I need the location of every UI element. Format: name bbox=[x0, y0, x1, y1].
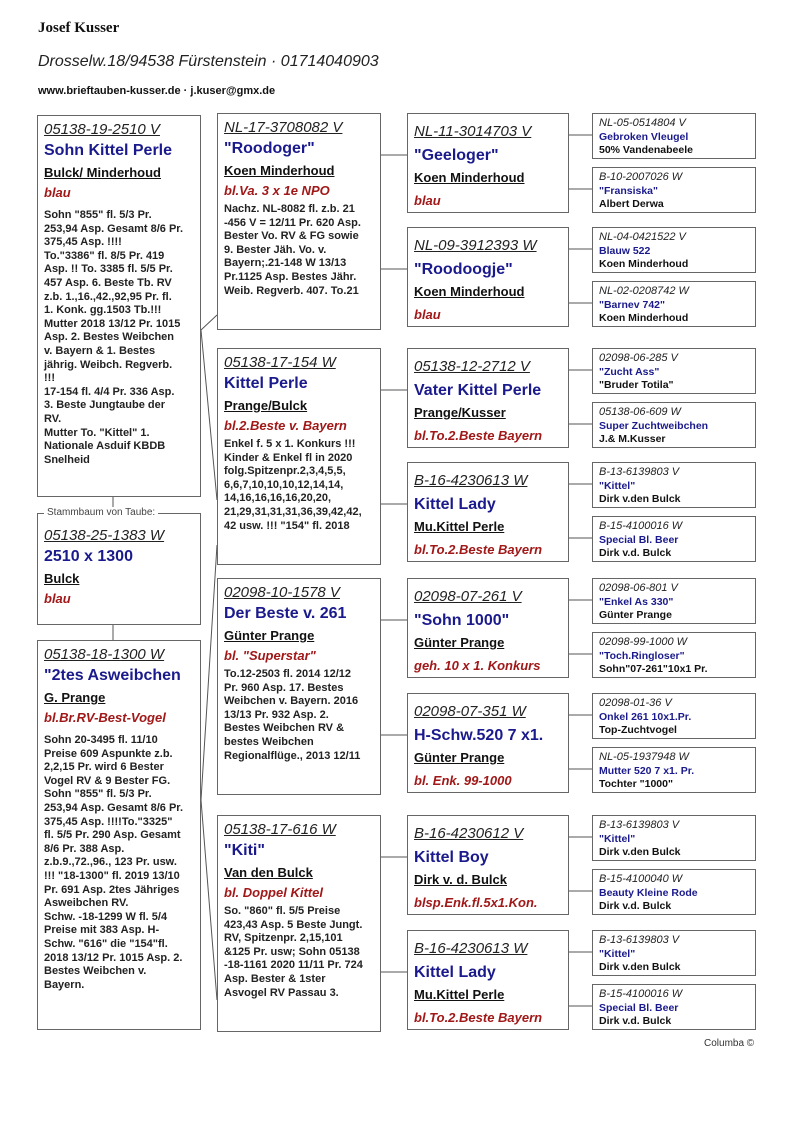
ring-number: 05138-19-2510 V bbox=[44, 121, 160, 138]
ring-number: 05138-17-616 W bbox=[224, 821, 336, 838]
breeder: Koen Minderhoud bbox=[414, 284, 525, 299]
pigeon-name: Special Bl. Beer bbox=[599, 534, 679, 546]
grandparent-box bbox=[217, 113, 381, 330]
ancestor-note: Koen Minderhoud bbox=[599, 312, 689, 324]
ancestor-box bbox=[592, 632, 756, 678]
pigeon-name: Mutter 520 7 x1. Pr. bbox=[599, 765, 695, 777]
pigeon-name: Kittel Lady bbox=[414, 964, 496, 981]
breeder: Mu.Kittel Perle bbox=[414, 519, 505, 534]
pigeon-name: "Kittel" bbox=[599, 833, 636, 845]
pigeon-name: Gebroken Vleugel bbox=[599, 131, 689, 143]
ancestor-note: Sohn"07-261"10x1 Pr. bbox=[599, 663, 708, 675]
great-grandparent-box bbox=[407, 693, 569, 793]
pigeon-name: Kittel Lady bbox=[414, 496, 496, 513]
ancestor-box bbox=[592, 167, 756, 213]
pigeon-name: "2tes Asweibchen bbox=[44, 667, 181, 684]
performance-notes: So. "860" fl. 5/5 Preise 423,43 Asp. 5 Beste Jungt. RV, Spitzenpr. 2,15,101 &125 Pr. usw; Sohn 05138 -18-1161 2020 11/11 Pr. 724 Asp. Bester & 1ster Asvogel RV Passau 3. bbox=[224, 905, 363, 999]
ring-number: 02098-06-801 V bbox=[599, 582, 678, 594]
ring-number: 02098-10-1578 V bbox=[224, 584, 340, 601]
ancestor-box bbox=[592, 281, 756, 327]
great-grandparent-box bbox=[407, 227, 569, 327]
ring-number: 05138-12-2712 V bbox=[414, 358, 530, 375]
ring-number: 05138-17-154 W bbox=[224, 354, 336, 371]
ring-number: 05138-06-609 W bbox=[599, 406, 681, 418]
pigeon-name: H-Schw.520 7 x1. bbox=[414, 727, 544, 744]
ring-number: B-15-4100016 W bbox=[599, 988, 683, 1000]
breeder: Mu.Kittel Perle bbox=[414, 987, 505, 1002]
ring-number: B-16-4230612 V bbox=[414, 825, 524, 842]
pigeon-name: "Fransiska" bbox=[599, 185, 658, 197]
subject-pigeon-box bbox=[37, 513, 201, 625]
ring-number: B-15-4100040 W bbox=[599, 873, 683, 885]
pigeon-name: "Toch.Ringloser" bbox=[599, 650, 685, 662]
great-grandparent-box bbox=[407, 578, 569, 678]
pigeon-name: Beauty Kleine Rode bbox=[599, 887, 698, 899]
ancestor-note: Tochter "1000" bbox=[599, 778, 673, 790]
mother-box bbox=[37, 640, 201, 1030]
performance-notes: Sohn 20-3495 fl. 11/10 Preise 609 Aspunkte z.b. 2,2,15 Pr. wird 6 Bester Vogel RV & 9 Bester FG. Sohn "855" fl. 5/3 Pr. 253,94 Asp. Gesamt 8/6 Pr. 375,45 Asp. !!!!To."3325" fl. 5/5 Pr. 290 Asp. Gesamt 8/6 Pr. 388 Asp. z.b.9.,72.,96., 123 Pr. usw. !!! "18-1300" fl. 2019 13/10 Pr. 691 Asp. 2tes Jähriges Asweibchen RV. Schw. -18-1299 W fl. 5/4 Preise mit 383 Asp. H- Schw. "616" die "154"fl. 2018 13/12 Pr. 1015 Asp. 2. Bestes Weibchen v. Bayern. bbox=[44, 734, 184, 991]
ancestor-note: Dirk v.den Bulck bbox=[599, 846, 681, 858]
ring-number: NL-11-3014703 V bbox=[414, 123, 532, 140]
connector-line bbox=[201, 545, 217, 800]
ring-number: NL-05-1937948 W bbox=[599, 751, 689, 763]
father-box bbox=[37, 115, 201, 497]
ring-number: B-13-6139803 V bbox=[599, 934, 680, 946]
pigeon-name: Kittel Boy bbox=[414, 849, 489, 866]
ring-number: NL-09-3912393 W bbox=[414, 237, 537, 254]
connector-line bbox=[201, 800, 217, 1000]
breeder-address: Drosselw.18/94538 Fürstenstein · 01714040903 bbox=[38, 53, 379, 70]
connector-line bbox=[201, 330, 217, 500]
pigeon-name: Vater Kittel Perle bbox=[414, 382, 542, 399]
pigeon-name: "Enkel As 330" bbox=[599, 596, 674, 608]
ring-number: 02098-07-351 W bbox=[414, 703, 526, 720]
connector-line bbox=[201, 315, 217, 330]
breeder: Koen Minderhoud bbox=[414, 170, 525, 185]
grandparent-box bbox=[217, 578, 381, 795]
ancestor-box bbox=[592, 462, 756, 508]
footer-credit: Columba © bbox=[704, 1038, 755, 1049]
color: bl. Enk. 99-1000 bbox=[414, 773, 512, 788]
ancestor-box bbox=[592, 578, 756, 624]
ancestor-note: 50% Vandenabeele bbox=[599, 144, 693, 156]
ancestor-box bbox=[592, 747, 756, 793]
ring-number: B-13-6139803 V bbox=[599, 466, 680, 478]
ancestor-note: Albert Derwa bbox=[599, 198, 664, 210]
pigeon-name: "Kiti" bbox=[224, 842, 265, 859]
pigeon-name: "Geeloger" bbox=[414, 147, 499, 164]
pigeon-name: Special Bl. Beer bbox=[599, 1002, 679, 1014]
ring-number: NL-17-3708082 V bbox=[224, 119, 343, 136]
ring-number: 02098-06-285 V bbox=[599, 352, 678, 364]
ring-number: NL-05-0514804 V bbox=[599, 117, 686, 129]
pigeon-name: Onkel 261 10x1.Pr. bbox=[599, 711, 692, 723]
ring-number: B-15-4100016 W bbox=[599, 520, 683, 532]
color: bl.Va. 3 x 1e NPO bbox=[224, 183, 330, 198]
color: blsp.Enk.fl.5x1.Kon. bbox=[414, 895, 538, 910]
ancestor-note: Dirk v.den Bulck bbox=[599, 961, 681, 973]
great-grandparent-box bbox=[407, 930, 569, 1030]
pigeon-name: Sohn Kittel Perle bbox=[44, 142, 173, 159]
breeder: Dirk v. d. Bulck bbox=[414, 872, 507, 887]
breeder: Bulck/ Minderhoud bbox=[44, 165, 161, 180]
ancestor-box bbox=[592, 348, 756, 394]
ancestor-note: Dirk v.d. Bulck bbox=[599, 900, 672, 912]
color: geh. 10 x 1. Konkurs bbox=[414, 658, 541, 673]
performance-notes: To.12-2503 fl. 2014 12/12 Pr. 960 Asp. 17. Bestes Weibchen v. Bayern. 2016 13/13 Pr. 932 Asp. 2. Bestes Weibchen RV & bestes Weibchen Regionalflüge., 2013 12/11 bbox=[224, 668, 361, 762]
great-grandparent-box bbox=[407, 815, 569, 915]
color: bl.Br.RV-Best-Vogel bbox=[44, 710, 166, 725]
ancestor-box bbox=[592, 815, 756, 861]
pigeon-name: "Kittel" bbox=[599, 480, 636, 492]
ring-number: 02098-01-36 V bbox=[599, 697, 672, 709]
color: bl.To.2.Beste Bayern bbox=[414, 1010, 543, 1025]
breeder: Prange/Kusser bbox=[414, 405, 506, 420]
color: bl. Doppel Kittel bbox=[224, 885, 323, 900]
ancestor-note: Dirk v.den Bulck bbox=[599, 493, 681, 505]
ancestor-box bbox=[592, 693, 756, 739]
ancestor-note: "Bruder Totila" bbox=[599, 379, 674, 391]
ancestor-note: J.& M.Kusser bbox=[599, 433, 666, 445]
color: blau bbox=[414, 307, 441, 322]
pigeon-name: "Roodoogje" bbox=[414, 261, 513, 278]
grandparent-box bbox=[217, 348, 381, 565]
ring-number: 02098-07-261 V bbox=[414, 588, 522, 605]
great-grandparent-box bbox=[407, 348, 569, 448]
great-grandparent-box bbox=[407, 462, 569, 562]
pigeon-name: 2510 x 1300 bbox=[44, 548, 133, 565]
ancestor-note: Top-Zuchtvogel bbox=[599, 724, 677, 736]
pigeon-name: "Roodoger" bbox=[224, 140, 315, 157]
breeder-contact: www.brieftauben-kusser.de · j.kuser@gmx.de bbox=[38, 85, 276, 97]
pigeon-name: Super Zuchtweibchen bbox=[599, 420, 709, 432]
ancestor-note: Dirk v.d. Bulck bbox=[599, 547, 672, 559]
color: bl.To.2.Beste Bayern bbox=[414, 428, 543, 443]
color: bl. "Superstar" bbox=[224, 648, 316, 663]
ring-number: NL-04-0421522 V bbox=[599, 231, 686, 243]
pigeon-name: Kittel Perle bbox=[224, 375, 308, 392]
ring-number: B-16-4230613 W bbox=[414, 472, 528, 489]
ring-number: B-16-4230613 W bbox=[414, 940, 528, 957]
grandparent-box bbox=[217, 815, 381, 1032]
breeder: Günter Prange bbox=[224, 628, 315, 643]
pigeon-name: "Zucht Ass" bbox=[599, 366, 660, 378]
color: blau bbox=[414, 193, 441, 208]
ring-number: B-13-6139803 V bbox=[599, 819, 680, 831]
ancestor-box bbox=[592, 227, 756, 273]
breeder: Prange/Bulck bbox=[224, 398, 308, 413]
ancestor-box bbox=[592, 402, 756, 448]
great-grandparent-box bbox=[407, 113, 569, 213]
ancestor-note: Koen Minderhoud bbox=[599, 258, 689, 270]
color: blau bbox=[44, 185, 71, 200]
ring-number: 05138-25-1383 W bbox=[44, 527, 165, 544]
color: bl.To.2.Beste Bayern bbox=[414, 542, 543, 557]
ancestor-note: Günter Prange bbox=[599, 609, 672, 621]
ring-number: 05138-18-1300 W bbox=[44, 646, 165, 663]
ring-number: 02098-99-1000 W bbox=[599, 636, 688, 648]
ring-number: B-10-2007026 W bbox=[599, 171, 683, 183]
pigeon-name: "Kittel" bbox=[599, 948, 636, 960]
pigeon-name: "Barnev 742" bbox=[599, 299, 665, 311]
ancestor-box bbox=[592, 869, 756, 915]
ring-number: NL-02-0208742 W bbox=[599, 285, 689, 297]
subject-legend: Stammbaum von Taube: bbox=[44, 507, 158, 518]
ancestor-box bbox=[592, 930, 756, 976]
ancestor-box bbox=[592, 984, 756, 1030]
breeder: Günter Prange bbox=[414, 635, 505, 650]
ancestor-note: Dirk v.d. Bulck bbox=[599, 1015, 672, 1027]
breeder: Bulck bbox=[44, 571, 80, 586]
performance-notes: Sohn "855" fl. 5/3 Pr. 253,94 Asp. Gesamt 8/6 Pr. 375,45 Asp. !!!! To."3386" fl. 8/5 Pr. 419 Asp. !! To. 3385 fl. 5/5 Pr. 457 Asp. 6. Beste Tb. RV z.b. 1.,16.,42.,92,95 Pr. fl. 1. Konk. gg.1503 Tb.!!! Mutter 2018 13/12 Pr. 1015 Asp. 2. Bestes Weibchen v. Bayern & 1. Bestes jährig. Weibch. Regverb. !!! 17-154 fl. 4/4 Pr. 336 Asp. 3. Beste Jungtaube der RV. Mutter To. "Kittel" 1. Nationale Asduif KBDB Snelheid bbox=[44, 209, 184, 466]
performance-notes: Enkel f. 5 x 1. Konkurs !!! Kinder & Enkel fl in 2020 folg.Spitzenpr.2,3,4,5,5, 6,6,7,10,10,10,12,14,14, 14,16,16,16,16,20,20, 21,29,31,31,31,36,39,42,42, 42 usw. !!! "154" fl. 2018 bbox=[224, 438, 362, 532]
breeder-name: Josef Kusser bbox=[38, 20, 120, 36]
ancestor-box bbox=[592, 516, 756, 562]
pigeon-name: "Sohn 1000" bbox=[414, 612, 510, 629]
breeder: Van den Bulck bbox=[224, 865, 313, 880]
pigeon-name: Blauw 522 bbox=[599, 245, 651, 257]
color: bl.2.Beste v. Bayern bbox=[224, 418, 347, 433]
color: blau bbox=[44, 591, 71, 606]
breeder: Günter Prange bbox=[414, 750, 505, 765]
breeder: Koen Minderhoud bbox=[224, 163, 335, 178]
pigeon-name: Der Beste v. 261 bbox=[224, 605, 347, 622]
breeder: G. Prange bbox=[44, 690, 106, 705]
ancestor-box bbox=[592, 113, 756, 159]
performance-notes: Nachz. NL-8082 fl. z.b. 21 -456 V = 12/11 Pr. 620 Asp. Bester Vo. RV & FG sowie 9. Bester Jäh. Vo. v. Bayern;.21-148 W 13/13 Pr.1125 Asp. Bestes Jähr. Weib. Regverb. 407. To.21 bbox=[224, 203, 361, 297]
